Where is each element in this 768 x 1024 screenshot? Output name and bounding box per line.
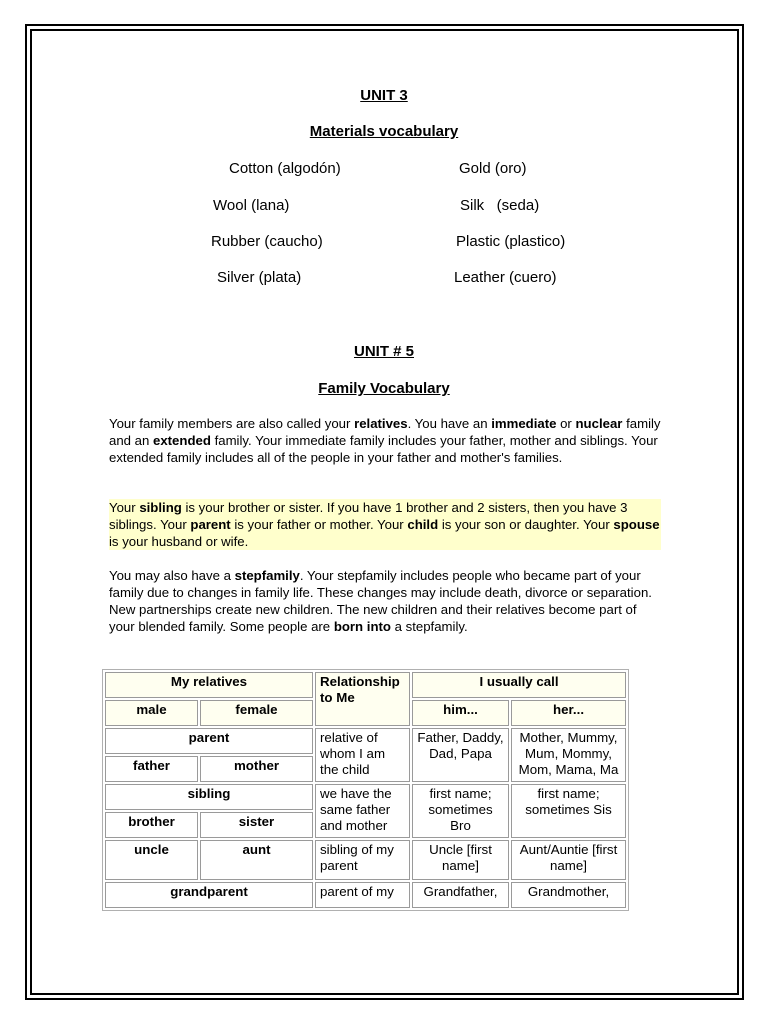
header-male: male [105,700,198,726]
cell-call-her: Mother, Mummy, Mum, Mommy, Mom, Mama, Ma [511,728,626,782]
paragraph-relatives: Your family members are also called your relatives. You have an immediate or nuclear family and an extended family. Your immediate family includes your father, mother and siblings. Your extended family includes all of the people in your father and mother's families. [109,416,661,465]
header-him: him... [412,700,509,726]
unit5-title: UNIT # 5 [353,343,414,360]
unit3-subtitle: Materials vocabulary [309,123,459,140]
cell-call-her: first name; sometimes Sis [511,784,626,838]
cell-brother: brother [105,812,198,838]
cell-aunt: aunt [200,840,313,880]
cell-uncle: uncle [105,840,198,880]
header-my-relatives: My relatives [105,672,313,698]
vocab-item: Wool (lana) [213,197,290,214]
vocab-item: Gold (oro) [459,160,527,177]
vocab-item: Plastic (plastico) [456,233,566,250]
cell-call-him: Uncle [first name] [412,840,509,880]
vocab-item: Silver (plata) [217,269,302,286]
header-female: female [200,700,313,726]
vocab-item: Leather (cuero) [454,269,557,286]
cell-call-her: Aunt/Auntie [first name] [511,840,626,880]
cell-parent: parent [105,728,313,754]
cell-mother: mother [200,756,313,782]
cell-call-her: Grandmother, [511,882,626,908]
paragraph-sibling-highlight: Your sibling is your brother or sister. If you have 1 brother and 2 sisters, then you have 3 siblings. Your parent is your father or mother. Your child is your son or daughter. Your spouse is your husband or wife. [109,500,660,549]
header-relationship: Relationship to Me [315,672,410,726]
vocab-item: Silk (seda) [460,197,540,214]
cell-call-him: first name; sometimes Bro [412,784,509,838]
unit3-title: UNIT 3 [360,87,408,104]
unit5-subtitle: Family Vocabulary [318,380,450,397]
cell-sibling: sibling [105,784,313,810]
cell-relationship: sibling of my parent [315,840,410,880]
cell-grandparent: grandparent [105,882,313,908]
paragraph-stepfamily: You may also have a stepfamily. Your stepfamily includes people who became part of your family due to changes in family life. These changes may include death, divorce or separation. New partnerships create new children. The new children and their relatives become part of your blended family. Some people are born into a stepfamily. [109,568,652,634]
cell-father: father [105,756,198,782]
cell-relationship: parent of my [315,882,410,908]
vocab-item: Rubber (caucho) [211,233,323,250]
cell-sister: sister [200,812,313,838]
cell-call-him: Grandfather, [412,882,509,908]
family-vocabulary-table [102,669,629,911]
header-her: her... [511,700,626,726]
header-usually-call: I usually call [412,672,626,698]
vocab-item: Cotton (algodón) [229,160,341,177]
cell-relationship: relative of whom I am the child [315,728,410,782]
cell-call-him: Father, Daddy, Dad, Papa [412,728,509,782]
cell-relationship: we have the same father and mother [315,784,410,838]
